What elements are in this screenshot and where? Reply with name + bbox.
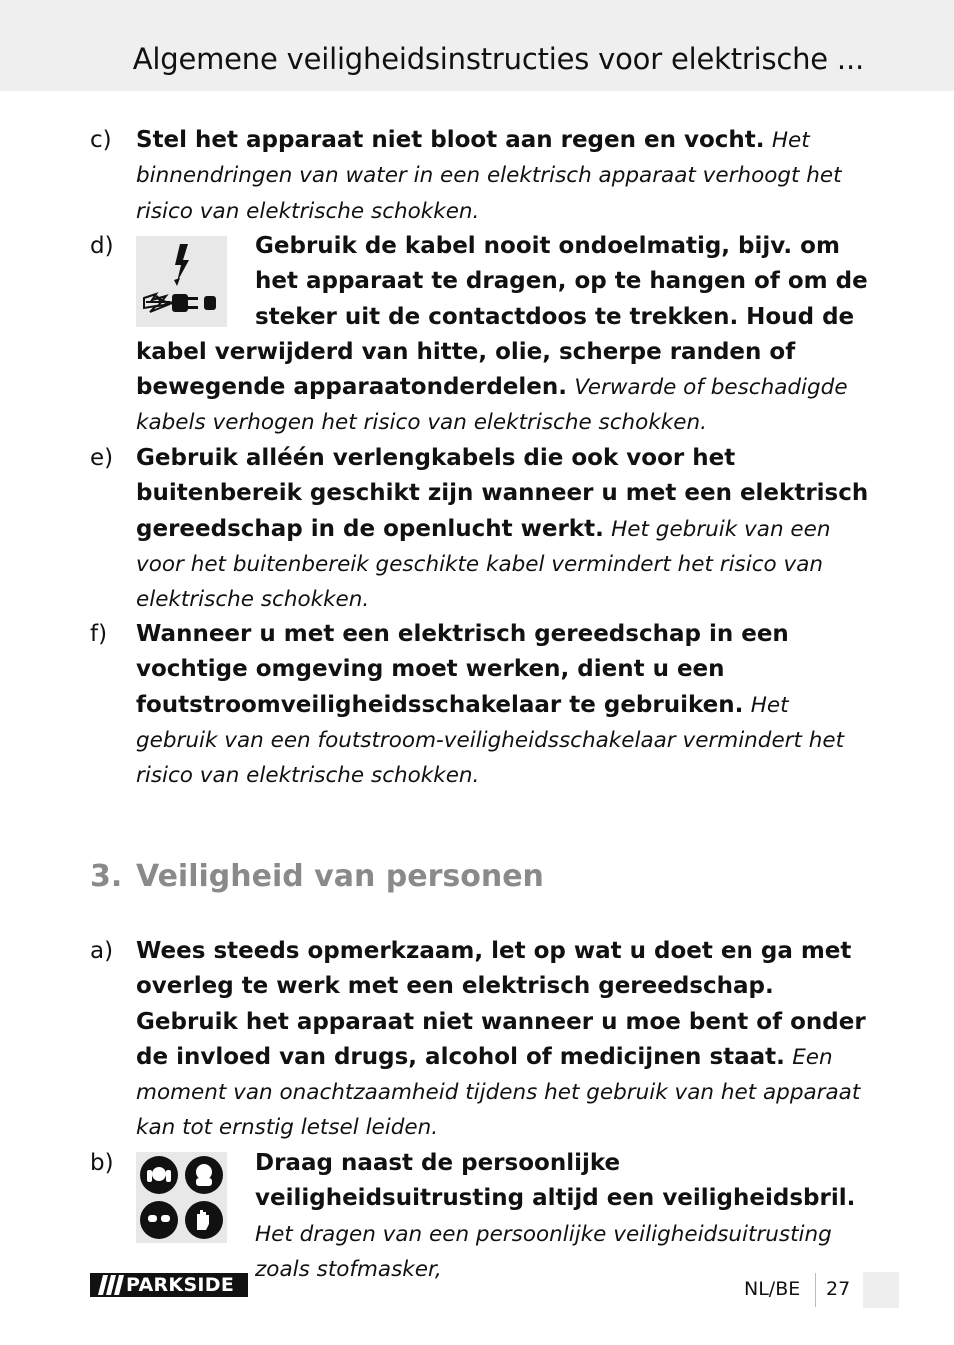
item-bold-line: steker uit de contactdoos te trekken. Houd de <box>255 303 855 330</box>
item-label: c) <box>90 127 112 153</box>
item-italic-text: Het gebruik van een voor het buitenbereik geschikte kabel vermindert het risico van elektrische schokken. <box>136 516 831 613</box>
item-bold-text: Draag naast de persoonlijke veiligheidsuitrusting altijd een veiligheidsbril. <box>255 1150 856 1212</box>
item-bold-line: kabel verwijderd van hitte, olie, scherpe randen of <box>136 338 796 365</box>
item-bold-text: Stel het apparaat niet bloot aan regen en vocht. <box>136 127 765 153</box>
item-italic-text: Het binnendringen van water in een elektrisch apparaat verhoogt het risico van elektrische schokken. <box>136 128 842 224</box>
section-title: Veiligheid van personen <box>136 859 544 894</box>
item-text <box>136 617 869 793</box>
item-bold-text: Gebruik alléén verlengkabels die ook voor het buitenbereik geschikt zijn wanneer u met een elektrisch gereedschap in de openlucht werkt. <box>136 445 869 542</box>
item-text <box>136 123 869 229</box>
item-label: e) <box>90 445 114 471</box>
item-italic-text: Een moment van onachtzaamheid tijdens het gebruik van het apparaat kan tot ernstig letsel leiden. <box>136 1044 861 1141</box>
item-bold-text: Wanneer u met een elektrisch gereedschap in een vochtige omgeving moet werken, dient u een foutstroomveiligheidsschakelaar te gebruiken. <box>136 621 789 718</box>
header-title: Algemene veiligheidsinstructies voor elektrische ... <box>132 42 864 76</box>
item-bold-line: bewegende apparaatonderdelen. <box>136 374 568 401</box>
item-text <box>136 1146 869 1287</box>
item-italic-text: Verwarde of beschadigde kabels verhogen het risico van elektrische schokken. <box>136 375 848 436</box>
item-label: d) <box>90 233 114 259</box>
footer-divider <box>815 1273 816 1307</box>
page-header <box>0 0 954 91</box>
item-label: f) <box>90 621 108 647</box>
item-italic-text: Het dragen van een persoonlijke veiligheidsuitrusting zoals stofmasker, <box>255 1221 832 1282</box>
brand-name: PARKSIDE <box>126 1274 235 1296</box>
section-heading <box>90 859 544 894</box>
item-bold-line: Gebruik de kabel nooit ondoelmatig, bijv. om <box>255 233 840 259</box>
item-bold-text: Wees steeds opmerkzaam, let op wat u doet en ga met overleg te werk met een elektrisch gereedschap. Gebruik het apparaat niet wanneer u moe bent of onder de invloed van drugs, alcohol of medicijnen staat. <box>136 938 866 1070</box>
item-text <box>136 934 869 1146</box>
item-text <box>136 229 869 441</box>
item-label: a) <box>90 938 114 964</box>
page-number: 27 <box>826 1278 851 1300</box>
section-number: 3. <box>90 859 123 894</box>
item-italic-text: Het gebruik van een foutstroom-veiligheidsschakelaar vermindert het risico van elektrische schokken. <box>136 692 845 789</box>
item-text <box>136 441 869 617</box>
parkside-logo <box>90 1273 248 1297</box>
language-code: NL/BE <box>744 1278 801 1300</box>
item-label: b) <box>90 1150 114 1176</box>
item-bold-line: het apparaat te dragen, op te hangen of om de <box>255 268 868 295</box>
footer-tab-marker <box>863 1272 899 1308</box>
